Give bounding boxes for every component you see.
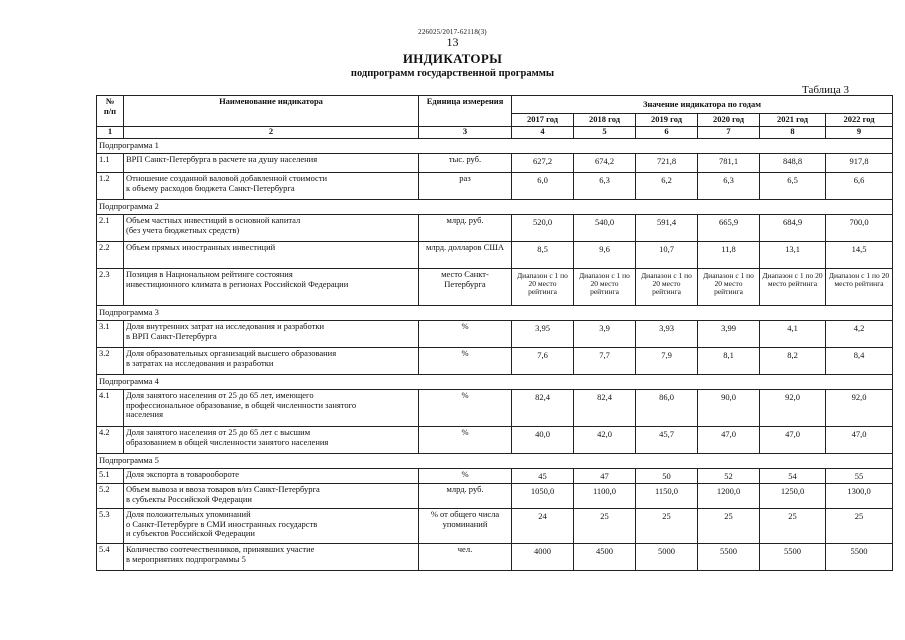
row-number: 5.3 — [97, 508, 124, 543]
section-row — [97, 374, 893, 389]
indicator-unit: % — [419, 468, 512, 483]
table-row — [97, 426, 893, 453]
header-values-group: Значение индикатора по годам — [512, 96, 893, 114]
section-row — [97, 199, 893, 214]
indicator-value: Диапазон с 1 по 20 место рейтинга — [574, 268, 636, 305]
indicator-value: 24 — [512, 508, 574, 543]
indicator-name: Доля внутренних затрат на исследования и разработки в ВРП Санкт-Петербурга — [124, 320, 419, 347]
indicator-value: 50 — [636, 468, 698, 483]
indicator-value: 917,8 — [826, 153, 893, 172]
indicator-value: 665,9 — [698, 214, 760, 241]
indicator-value: 54 — [760, 468, 826, 483]
indicator-value: 6,3 — [698, 172, 760, 199]
column-number: 9 — [826, 126, 893, 138]
table-row — [97, 543, 893, 570]
indicator-value: 5500 — [698, 543, 760, 570]
indicator-value: 47,0 — [760, 426, 826, 453]
indicator-value: 45 — [512, 468, 574, 483]
indicator-value: 92,0 — [760, 389, 826, 426]
indicator-name: Объем вывоза и ввоза товаров в/из Санкт-Петербурга в субъекты Российской Федерации — [124, 483, 419, 508]
indicator-value: 5500 — [760, 543, 826, 570]
column-number-row — [97, 126, 893, 138]
indicator-value: 3,93 — [636, 320, 698, 347]
row-number: 3.1 — [97, 320, 124, 347]
indicator-value: 4000 — [512, 543, 574, 570]
indicator-value: 90,0 — [698, 389, 760, 426]
column-number: 7 — [698, 126, 760, 138]
table-row — [97, 389, 893, 426]
indicator-value: 25 — [636, 508, 698, 543]
indicator-name: Доля положительных упоминаний о Санкт-Петербурге в СМИ иностранных государств и субъектов Российской Федерации — [124, 508, 419, 543]
indicator-value: 520,0 — [512, 214, 574, 241]
header-year: 2017 год — [512, 114, 574, 127]
header-num-label: № п/п — [103, 96, 117, 116]
section-row — [97, 305, 893, 320]
indicator-unit: раз — [419, 172, 512, 199]
column-number: 1 — [97, 126, 124, 138]
indicator-value: 25 — [760, 508, 826, 543]
indicator-value: 47 — [574, 468, 636, 483]
indicator-name: Позиция в Национальном рейтинге состояния инвестиционного климата в регионах Российской Федерации — [124, 268, 419, 305]
indicator-value: 55 — [826, 468, 893, 483]
indicator-name: Доля занятого населения от 25 до 65 лет с высшим образованием в общей численности занятого населения — [124, 426, 419, 453]
table-row — [97, 241, 893, 268]
indicator-unit: млрд. долларов США — [419, 241, 512, 268]
indicator-unit: % — [419, 320, 512, 347]
indicator-value: 3,95 — [512, 320, 574, 347]
indicator-value: 45,7 — [636, 426, 698, 453]
indicator-value: 42,0 — [574, 426, 636, 453]
indicator-value: Диапазон с 1 по 20 место рейтинга — [760, 268, 826, 305]
indicator-value: 7,6 — [512, 347, 574, 374]
indicator-value: 540,0 — [574, 214, 636, 241]
header-year: 2019 год — [636, 114, 698, 127]
table-row — [97, 347, 893, 374]
indicator-value: 25 — [574, 508, 636, 543]
indicator-value: 1050,0 — [512, 483, 574, 508]
table-row — [97, 268, 893, 305]
section-title: Подпрограмма 1 — [97, 138, 893, 153]
indicator-name: Доля образовательных организаций высшего образования в затратах на исследования и разработки — [124, 347, 419, 374]
indicator-unit: чел. — [419, 543, 512, 570]
row-number: 2.3 — [97, 268, 124, 305]
document-title: ИНДИКАТОРЫ — [402, 51, 503, 66]
header-name: Наименование индикатора — [124, 96, 419, 127]
indicator-value: 684,9 — [760, 214, 826, 241]
indicator-value: 627,2 — [512, 153, 574, 172]
section-title: Подпрограмма 5 — [97, 453, 893, 468]
indicator-value: 1100,0 — [574, 483, 636, 508]
indicator-value: 4500 — [574, 543, 636, 570]
indicator-value: 6,5 — [760, 172, 826, 199]
indicator-value: 40,0 — [512, 426, 574, 453]
row-number: 2.2 — [97, 241, 124, 268]
indicator-value: 1300,0 — [826, 483, 893, 508]
indicator-value: 82,4 — [512, 389, 574, 426]
column-number: 4 — [512, 126, 574, 138]
indicator-value: 7,7 — [574, 347, 636, 374]
indicator-value: 1250,0 — [760, 483, 826, 508]
indicator-value: 92,0 — [826, 389, 893, 426]
indicator-value: 47,0 — [826, 426, 893, 453]
indicator-value: 10,7 — [636, 241, 698, 268]
table-row — [97, 468, 893, 483]
indicator-value: Диапазон с 1 по 20 место рейтинга — [512, 268, 574, 305]
indicator-name: Объем прямых иностранных инвестиций — [124, 241, 419, 268]
column-number: 8 — [760, 126, 826, 138]
indicator-value: 25 — [826, 508, 893, 543]
indicator-value: 1200,0 — [698, 483, 760, 508]
column-number: 2 — [124, 126, 419, 138]
indicator-name: ВРП Санкт-Петербурга в расчете на душу населения — [124, 153, 419, 172]
table-row — [97, 483, 893, 508]
indicator-value: 781,1 — [698, 153, 760, 172]
indicator-name: Объем частных инвестиций в основной капитал (без учета бюджетных средств) — [124, 214, 419, 241]
indicator-value: 52 — [698, 468, 760, 483]
header-year: 2018 год — [574, 114, 636, 127]
header-unit: Единица измерения — [419, 96, 512, 127]
indicators-table — [96, 95, 893, 571]
indicator-value: 14,5 — [826, 241, 893, 268]
indicator-value: 9,6 — [574, 241, 636, 268]
indicator-value: 591,4 — [636, 214, 698, 241]
indicator-value: 86,0 — [636, 389, 698, 426]
indicator-value: 8,5 — [512, 241, 574, 268]
indicator-value: 6,3 — [574, 172, 636, 199]
section-title: Подпрограмма 3 — [97, 305, 893, 320]
row-number: 5.4 — [97, 543, 124, 570]
indicator-name: Доля занятого населения от 25 до 65 лет, имеющего профессиональное образование, в общей численности занятого населения — [124, 389, 419, 426]
indicator-unit: % от общего числа упоминаний — [419, 508, 512, 543]
indicator-name: Количество соотечественников, принявших участие в мероприятиях подпрограммы 5 — [124, 543, 419, 570]
section-row — [97, 138, 893, 153]
indicator-value: 674,2 — [574, 153, 636, 172]
row-number: 4.2 — [97, 426, 124, 453]
table-body — [97, 138, 893, 570]
indicator-value: 4,1 — [760, 320, 826, 347]
table-row — [97, 153, 893, 172]
row-number: 5.2 — [97, 483, 124, 508]
indicator-value: 700,0 — [826, 214, 893, 241]
document-subtitle: подпрограмм государственной программы — [350, 68, 555, 79]
indicator-value: 721,8 — [636, 153, 698, 172]
indicator-value: Диапазон с 1 по 20 место рейтинга — [826, 268, 893, 305]
indicator-value: 5000 — [636, 543, 698, 570]
indicator-name: Отношение созданной валовой добавленной стоимости к объему расходов бюджета Санкт-Петербурга — [124, 172, 419, 199]
header-year: 2020 год — [698, 114, 760, 127]
indicator-unit: место Санкт-Петербурга — [419, 268, 512, 305]
table-row — [97, 214, 893, 241]
indicator-value: 6,0 — [512, 172, 574, 199]
indicator-value: 7,9 — [636, 347, 698, 374]
header-year: 2022 год — [826, 114, 893, 127]
row-number: 4.1 — [97, 389, 124, 426]
indicator-value: 3,9 — [574, 320, 636, 347]
indicator-name: Доля экспорта в товарообороте — [124, 468, 419, 483]
row-number: 5.1 — [97, 468, 124, 483]
indicator-value: 47,0 — [698, 426, 760, 453]
section-title: Подпрограмма 2 — [97, 199, 893, 214]
indicator-unit: % — [419, 389, 512, 426]
table-row — [97, 172, 893, 199]
column-number: 3 — [419, 126, 512, 138]
table-row — [97, 508, 893, 543]
indicator-unit: % — [419, 347, 512, 374]
indicator-unit: млрд. руб. — [419, 214, 512, 241]
indicator-value: 5500 — [826, 543, 893, 570]
indicator-value: Диапазон с 1 по 20 место рейтинга — [636, 268, 698, 305]
indicator-unit: % — [419, 426, 512, 453]
row-number: 1.1 — [97, 153, 124, 172]
indicator-value: 25 — [698, 508, 760, 543]
row-number: 2.1 — [97, 214, 124, 241]
column-number: 5 — [574, 126, 636, 138]
indicator-value: 848,8 — [760, 153, 826, 172]
indicator-value: 13,1 — [760, 241, 826, 268]
header-num — [97, 96, 124, 127]
indicator-unit: млрд. руб. — [419, 483, 512, 508]
section-title: Подпрограмма 4 — [97, 374, 893, 389]
column-number: 6 — [636, 126, 698, 138]
indicator-value: 6,6 — [826, 172, 893, 199]
section-row — [97, 453, 893, 468]
indicator-value: 8,1 — [698, 347, 760, 374]
indicator-value: 11,8 — [698, 241, 760, 268]
indicator-value: 82,4 — [574, 389, 636, 426]
table-row — [97, 320, 893, 347]
indicator-unit: тыс. руб. — [419, 153, 512, 172]
document-registration-number: 226025/2017-62118(3) — [418, 28, 487, 36]
row-number: 1.2 — [97, 172, 124, 199]
indicator-value: 1150,0 — [636, 483, 698, 508]
indicator-value: 8,4 — [826, 347, 893, 374]
indicator-value: 8,2 — [760, 347, 826, 374]
table-label: Таблица 3 — [802, 84, 850, 96]
page-number: 13 — [446, 35, 459, 49]
indicator-value: 6,2 — [636, 172, 698, 199]
row-number: 3.2 — [97, 347, 124, 374]
indicator-value: 4,2 — [826, 320, 893, 347]
indicator-value: Диапазон с 1 по 20 место рейтинга — [698, 268, 760, 305]
header-year: 2021 год — [760, 114, 826, 127]
indicator-value: 3,99 — [698, 320, 760, 347]
